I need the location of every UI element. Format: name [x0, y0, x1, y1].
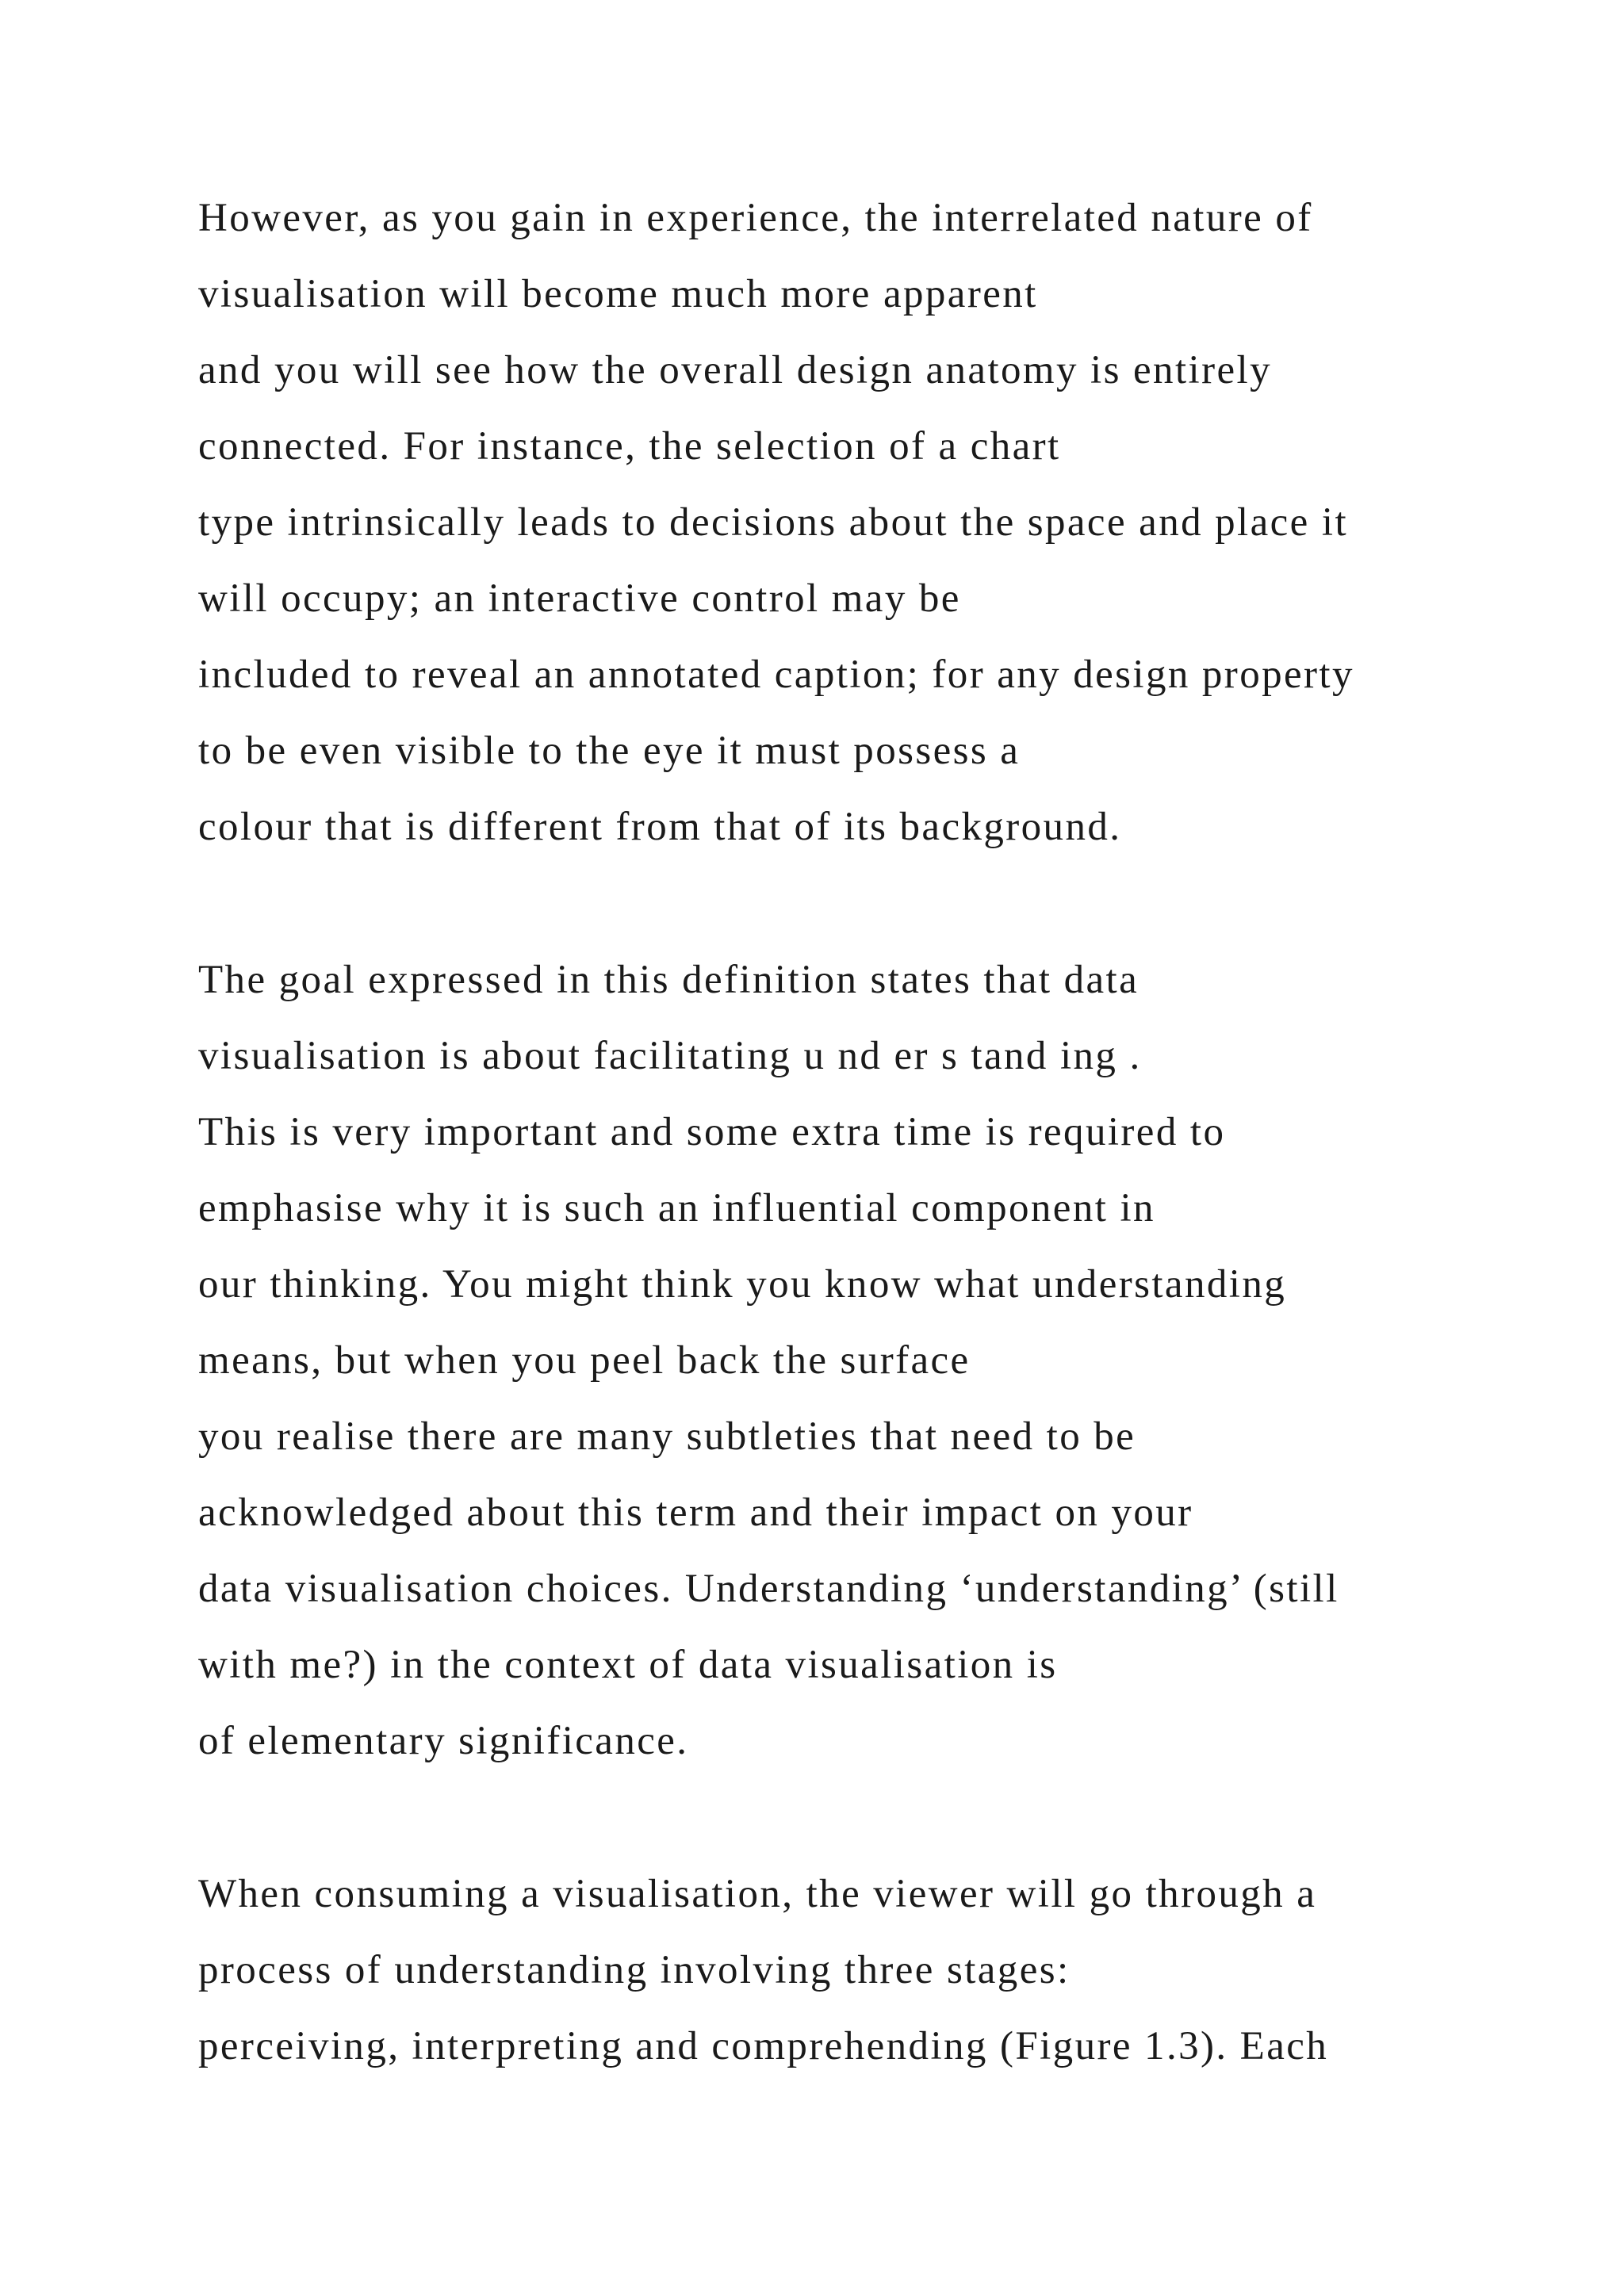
paragraph-2-line-9: data visualisation choices. Understanding ‘understanding’ (still [198, 1567, 1339, 1611]
paragraph-2-line-7: you realise there are many subtleties that need to be [198, 1414, 1136, 1459]
paragraph-1-line-1: However, as you gain in experience, the interrelated nature of [198, 196, 1313, 240]
paragraph-2-line-10: with me?) in the context of data visualisation is [198, 1643, 1058, 1687]
paragraph-2-line-8: acknowledged about this term and their impact on your [198, 1490, 1193, 1535]
paragraph-2-line-2: visualisation is about facilitating u nd er s tand ing . [198, 1034, 1142, 1078]
paragraph-2-line-4: emphasise why it is such an influential component in [198, 1186, 1155, 1230]
paragraph-1-line-8: to be even visible to the eye it must possess a [198, 729, 1021, 773]
paragraph-1-line-2: visualisation will become much more apparent [198, 272, 1038, 316]
paragraph-2-line-5: our thinking. You might think you know what understanding [198, 1262, 1287, 1307]
paragraph-1-line-9: colour that is different from that of its background. [198, 805, 1122, 849]
paragraph-2-line-3: This is very important and some extra time is required to [198, 1110, 1226, 1154]
paragraph-1-line-7: included to reveal an annotated caption; for any design property [198, 652, 1354, 697]
paragraph-2-line-1: The goal expressed in this definition states that data [198, 958, 1139, 1002]
paragraph-2-line-6: means, but when you peel back the surface [198, 1338, 971, 1383]
paragraph-1-line-4: connected. For instance, the selection of a chart [198, 424, 1061, 469]
paragraph-1-line-3: and you will see how the overall design anatomy is entirely [198, 348, 1272, 392]
paragraph-1-line-6: will occupy; an interactive control may be [198, 576, 961, 621]
paragraph-3-line-2: process of understanding involving three stages: [198, 1948, 1071, 1992]
paragraph-1-line-5: type intrinsically leads to decisions about the space and place it [198, 500, 1349, 545]
paragraph-3-line-3: perceiving, interpreting and comprehending (Figure 1.3). Each [198, 2024, 1329, 2068]
paragraph-2-line-11: of elementary significance. [198, 1719, 689, 1763]
paragraph-3-line-1: When consuming a visualisation, the viewer will go through a [198, 1872, 1317, 1916]
